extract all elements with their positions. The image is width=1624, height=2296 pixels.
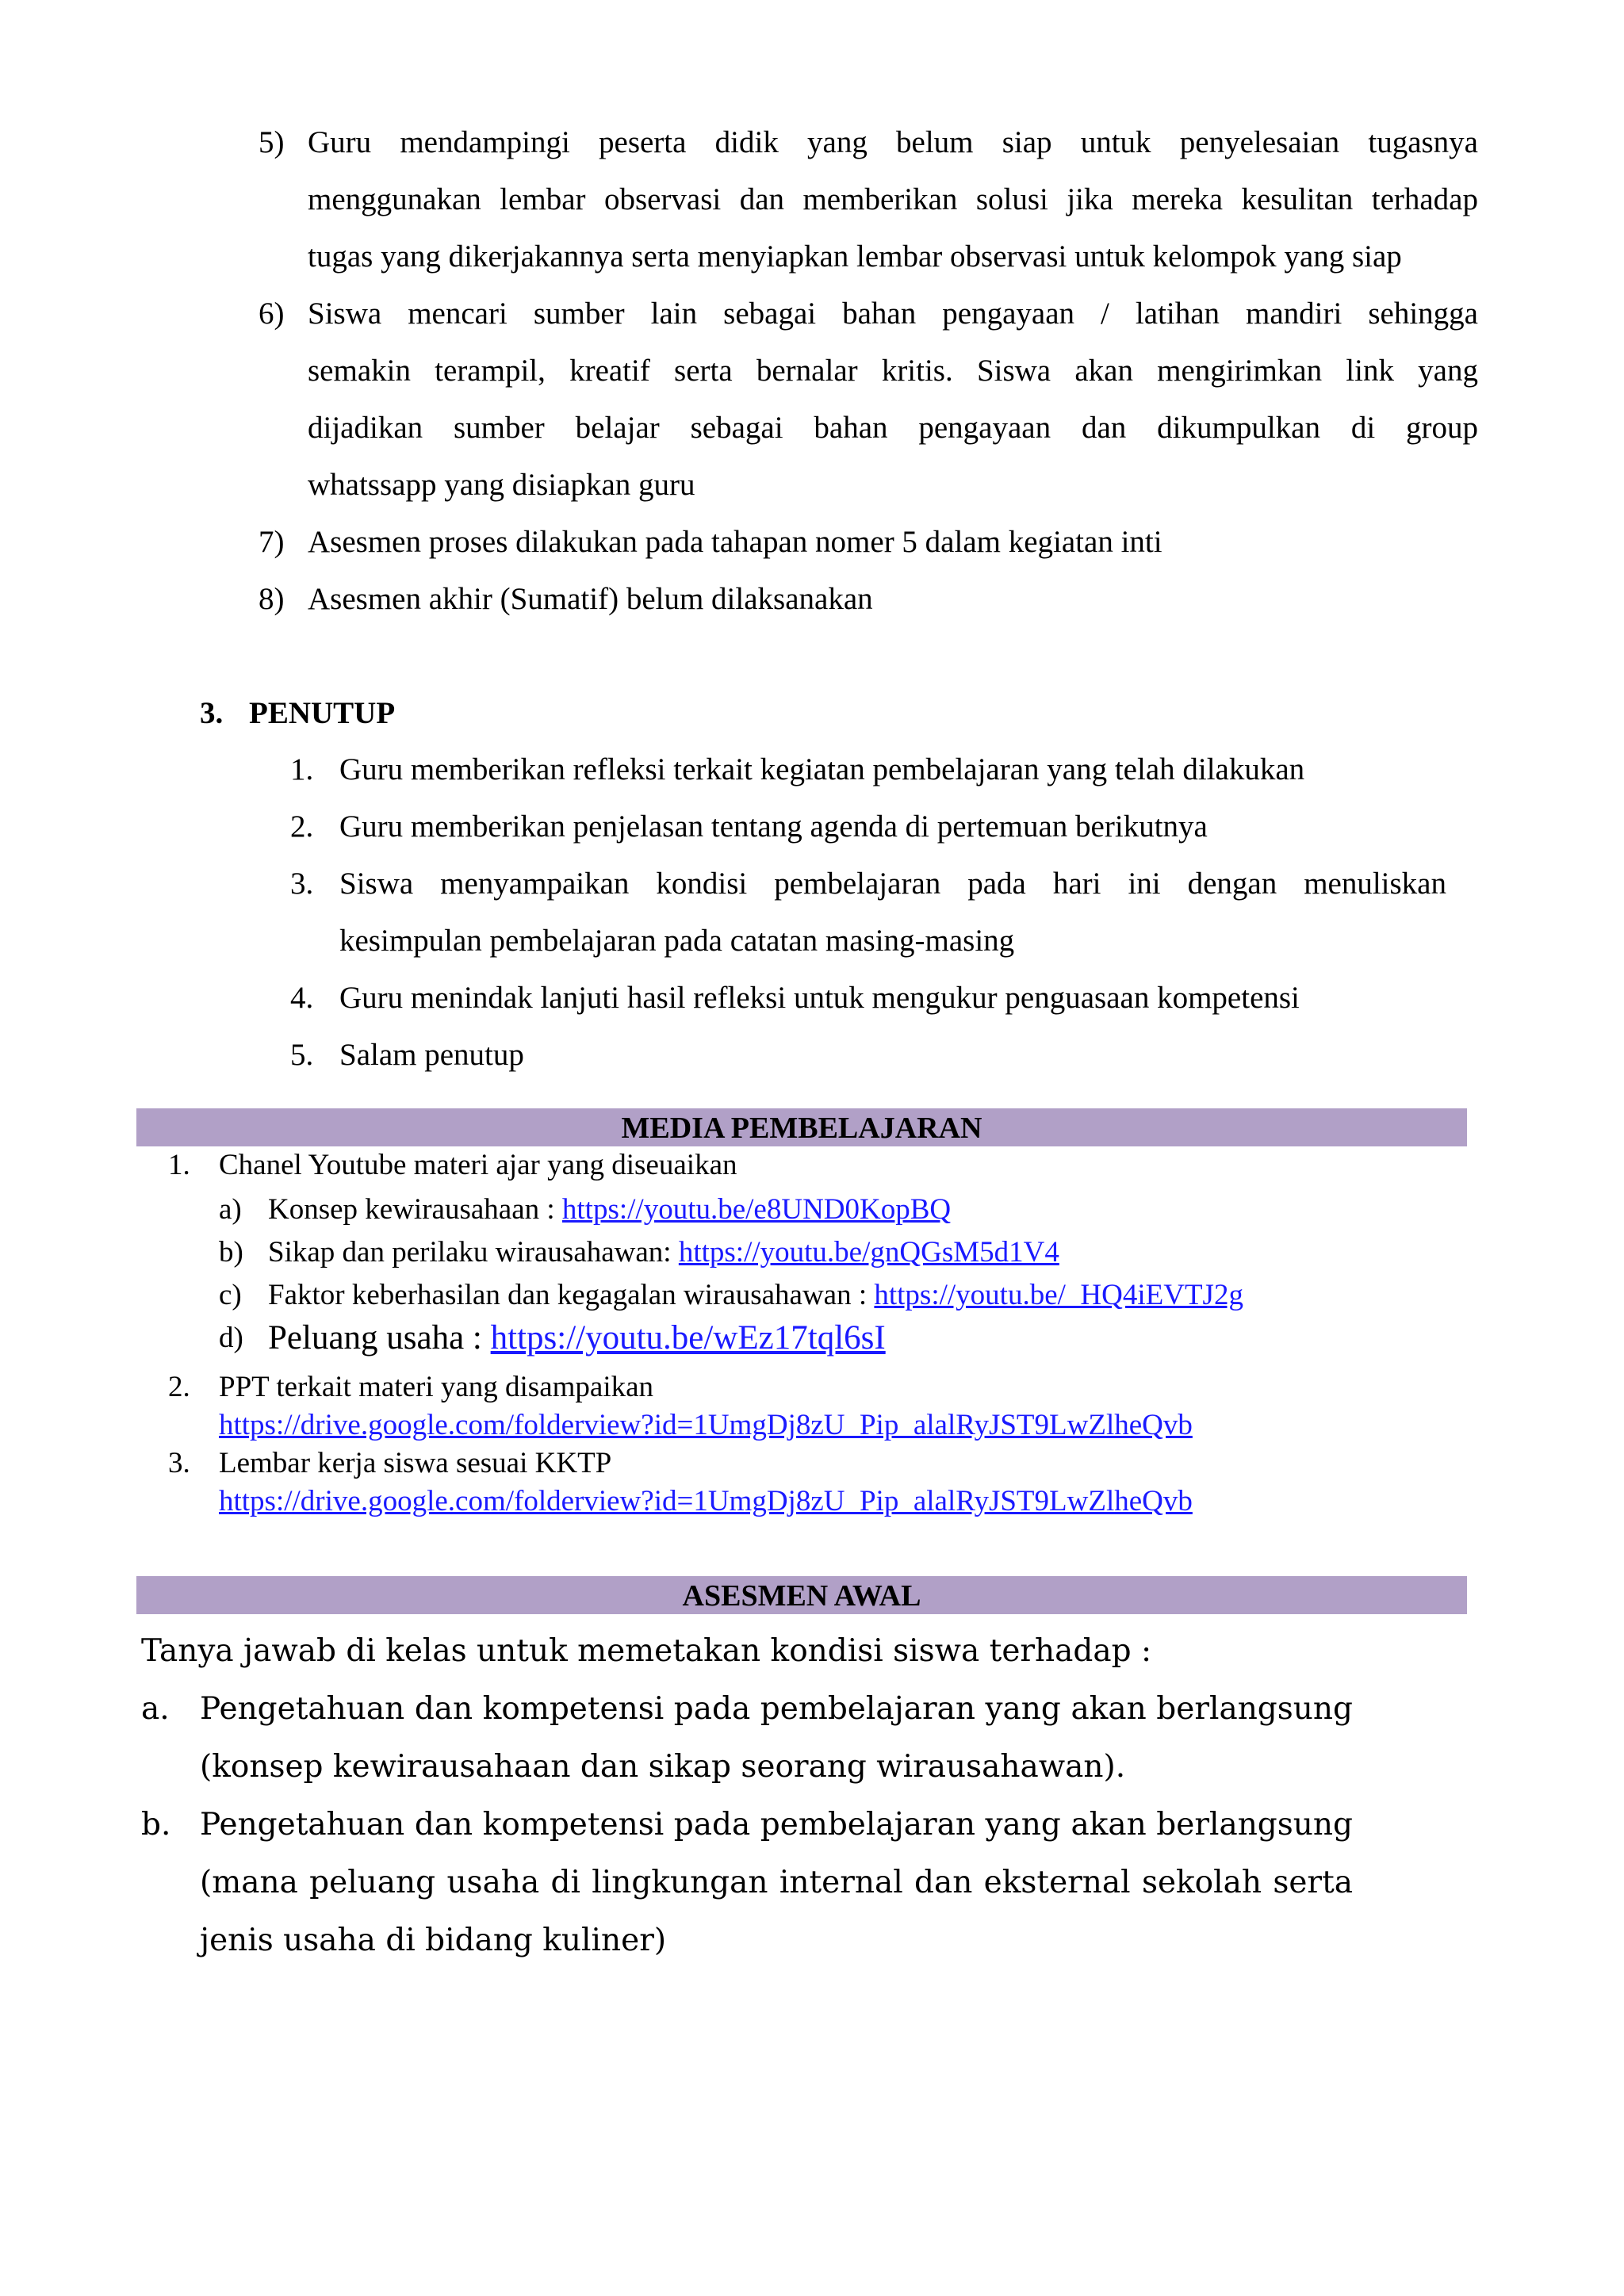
list-item-text: Chanel Youtube materi ajar yang diseuaikan	[219, 1149, 737, 1181]
list-number: 1.	[290, 752, 314, 786]
list-number: b.	[141, 1807, 171, 1843]
list-number: 3.	[168, 1447, 190, 1479]
list-number: 5)	[259, 125, 285, 159]
list-number: a.	[141, 1691, 170, 1727]
sub-item-label: Peluang usaha :	[268, 1319, 491, 1357]
list-item-text: Lembar kerja siswa sesuai KKTP	[219, 1447, 612, 1479]
youtube-link[interactable]: https://youtu.be/_HQ4iEVTJ2g	[874, 1279, 1243, 1311]
list-item-text: Guru memberikan penjelasan tentang agenda di pertemuan berikutnya	[339, 809, 1208, 844]
list-number: d)	[219, 1322, 243, 1354]
list-number: c)	[219, 1279, 242, 1311]
list-item-text: Guru memberikan refleksi terkait kegiatan pembelajaran yang telah dilakukan	[339, 752, 1305, 786]
list-item-text: menggunakan lembar observasi dan memberikan solusi jika mereka kesulitan terhadap	[308, 182, 1478, 216]
list-item-text: Asesmen akhir (Sumatif) belum dilaksanakan	[308, 582, 873, 616]
list-number: 8)	[259, 582, 285, 616]
sub-item	[268, 1191, 951, 1229]
sub-item-label: Konsep kewirausahaan :	[268, 1193, 562, 1226]
drive-link[interactable]: https://drive.google.com/folderview?id=1UmgDj8zU_Pip_alalRyJST9LwZlheQvb	[219, 1409, 1193, 1441]
sub-item-label: Faktor keberhasilan dan kegagalan wirausahawan :	[268, 1279, 875, 1311]
list-item-text: whatssapp yang disiapkan guru	[308, 468, 695, 502]
list-item-text: tugas yang dikerjakannya serta menyiapkan lembar observasi untuk kelompok yang siap	[308, 239, 1402, 274]
list-item-text: (mana peluang usaha di lingkungan internal dan eksternal sekolah serta	[200, 1865, 1353, 1900]
list-item-text: kesimpulan pembelajaran pada catatan masing-masing	[339, 924, 1015, 958]
list-item-text: Guru mendampingi peserta didik yang belum siap untuk penyelesaian tugasnya	[308, 125, 1478, 159]
list-item-text: Siswa mencari sumber lain sebagai bahan pengayaan / latihan mandiri sehingga	[308, 297, 1478, 331]
youtube-link[interactable]: https://youtu.be/wEz17tql6sI	[490, 1319, 886, 1357]
list-item-text: (konsep kewirausahaan dan sikap seorang wirausahawan).	[200, 1749, 1126, 1785]
sub-item	[268, 1234, 1059, 1272]
list-number: a)	[219, 1193, 242, 1226]
list-number: 6)	[259, 297, 285, 331]
sub-item-label: Sikap dan perilaku wirausahawan:	[268, 1236, 679, 1269]
asesmen-section-bar: ASESMEN AWAL	[136, 1576, 1467, 1614]
list-number: 2.	[168, 1371, 190, 1403]
sub-item	[268, 1316, 886, 1360]
list-number: 2.	[290, 809, 314, 844]
list-item-text: dijadikan sumber belajar sebagai bahan pengayaan dan dikumpulkan di group	[308, 411, 1478, 445]
list-number: 7)	[259, 525, 285, 559]
sub-item	[268, 1276, 1243, 1314]
drive-link[interactable]: https://drive.google.com/folderview?id=1UmgDj8zU_Pip_alalRyJST9LwZlheQvb	[219, 1485, 1193, 1517]
list-item-text: PPT terkait materi yang disampaikan	[219, 1371, 654, 1403]
list-item-text: semakin terampil, kreatif serta bernalar kritis. Siswa akan mengirimkan link yang	[308, 354, 1478, 388]
list-item-text: Pengetahuan dan kompetensi pada pembelajaran yang akan berlangsung	[200, 1807, 1353, 1843]
list-item-text: jenis usaha di bidang kuliner)	[200, 1923, 667, 1958]
list-number: 3.	[290, 867, 314, 901]
list-number: 1.	[168, 1149, 190, 1181]
list-number: 5.	[290, 1038, 314, 1072]
list-item-text: Pengetahuan dan kompetensi pada pembelajaran yang akan berlangsung	[200, 1691, 1353, 1727]
list-item-text: Guru menindak lanjuti hasil refleksi untuk mengukur penguasaan kompetensi	[339, 981, 1300, 1015]
list-number: 4.	[290, 981, 314, 1015]
section-number: 3.	[200, 696, 224, 730]
list-item-text: Salam penutup	[339, 1038, 524, 1072]
section-heading: PENUTUP	[249, 696, 396, 730]
list-number: b)	[219, 1236, 243, 1269]
youtube-link[interactable]: https://youtu.be/gnQGsM5d1V4	[678, 1236, 1059, 1269]
list-item-text: Siswa menyampaikan kondisi pembelajaran pada hari ini dengan menuliskan	[339, 867, 1446, 901]
media-section-bar: MEDIA PEMBELAJARAN	[136, 1108, 1467, 1146]
list-item-text: Asesmen proses dilakukan pada tahapan nomer 5 dalam kegiatan inti	[308, 525, 1162, 559]
asesmen-intro: Tanya jawab di kelas untuk memetakan kondisi siswa terhadap :	[141, 1633, 1152, 1669]
youtube-link[interactable]: https://youtu.be/e8UND0KopBQ	[561, 1193, 952, 1226]
